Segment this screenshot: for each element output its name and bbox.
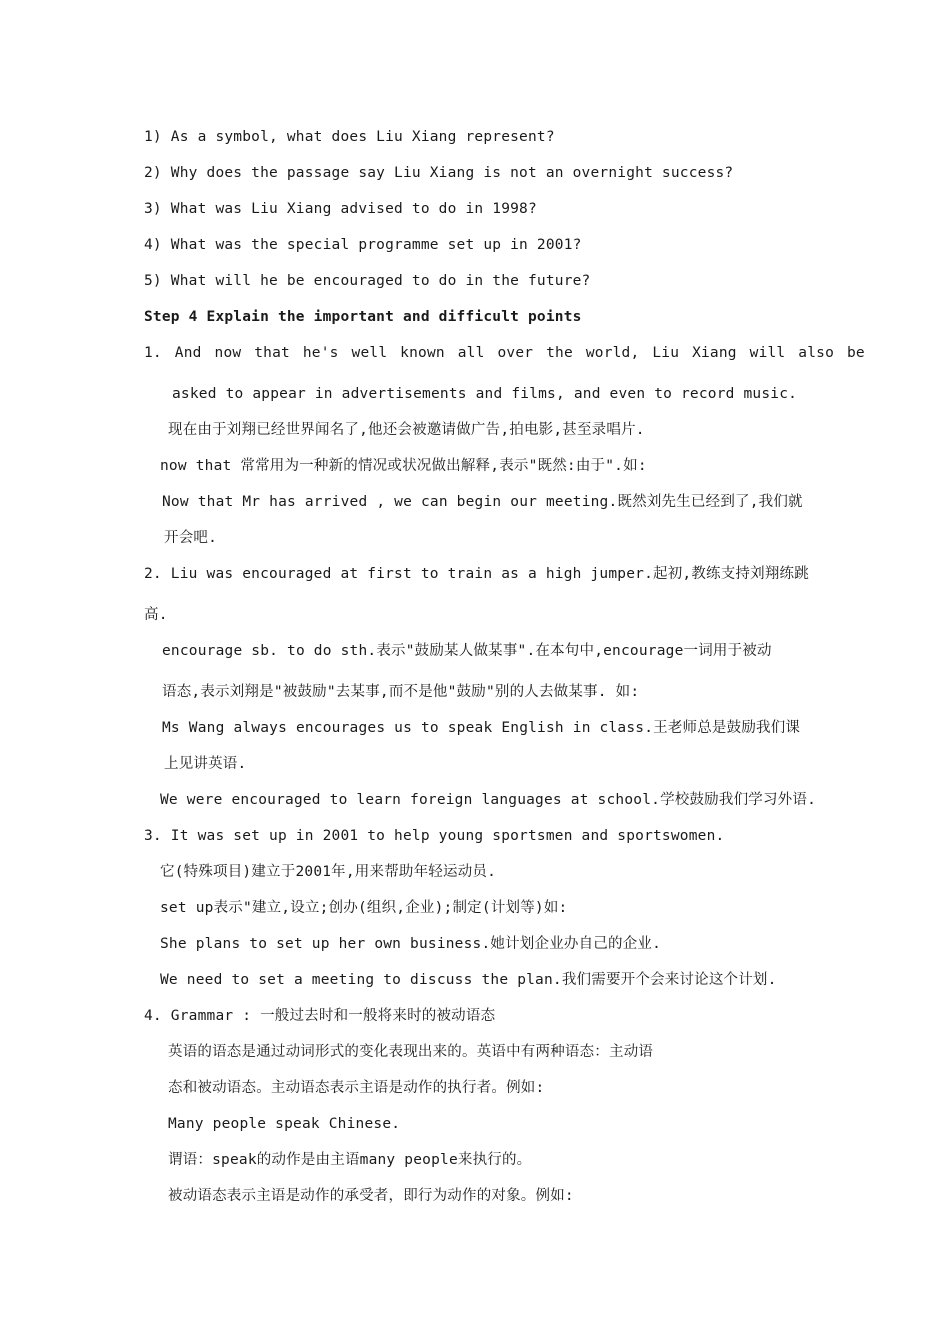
step-heading: Step 4 Explain the important and difficult points [144,309,582,325]
point4-note: 谓语：speak的动作是由主语many people来执行的。 [168,1152,532,1168]
point4-line1: 4. Grammar : 一般过去时和一般将来时的被动语态 [144,1008,496,1024]
point4-paragraph2: 态和被动语态。主动语态表示主语是动作的执行者。例如: [168,1080,545,1096]
point3-translation: 它(特殊项目)建立于2001年,用来帮助年轻运动员. [160,864,497,880]
point4-paragraph1: 英语的语态是通过动词形式的变化表现出来的。英语中有两种语态：主动语 [168,1044,654,1060]
point3-line1: 3. It was set up in 2001 to help young sportsmen and sportswomen. [144,828,725,844]
point3-example2: We need to set a meeting to discuss the plan.我们需要开个会来讨论这个计划. [160,972,777,988]
point1-line1: 1. And now that he's well known all over the world, Liu Xiang will also be [144,345,865,361]
point2-line1: 2. Liu was encouraged at first to train as a high jumper.起初,教练支持刘翔练跳 [144,566,809,582]
point4-paragraph3: 被动语态表示主语是动作的承受者，即行为动作的对象。例如: [168,1188,574,1204]
point1-line2: asked to appear in advertisements and films, and even to record music. [172,386,798,402]
point2-line1-cont: 高. [144,607,168,623]
point2-note2: 语态,表示刘翔是"被鼓励"去某事,而不是他"鼓励"别的人去做某事. 如: [162,684,640,700]
question-4: 4) What was the special programme set up in 2001? [144,237,582,253]
point2-example2: We were encouraged to learn foreign languages at school.学校鼓励我们学习外语. [160,792,816,808]
point1-example1-cont: 开会吧. [164,530,218,546]
point1-translation: 现在由于刘翔已经世界闻名了,他还会被邀请做广告,拍电影,甚至录唱片. [168,422,645,438]
point2-example1: Ms Wang always encourages us to speak English in class.王老师总是鼓励我们课 [162,720,801,736]
question-1: 1) As a symbol, what does Liu Xiang represent? [144,129,555,145]
point2-example1-cont: 上见讲英语. [164,756,247,772]
point1-example1: Now that Mr has arrived , we can begin our meeting.既然刘先生已经到了,我们就 [162,494,803,510]
question-3: 3) What was Liu Xiang advised to do in 1998? [144,201,537,217]
question-5: 5) What will he be encouraged to do in the future? [144,273,591,289]
point1-note: now that 常常用为一种新的情况或状况做出解释,表示"既然:由于".如: [160,458,647,474]
point3-example1: She plans to set up her own business.她计划企业办自己的企业. [160,936,662,952]
point4-example: Many people speak Chinese. [168,1116,401,1132]
point3-note: set up表示"建立,设立;创办(组织,企业);制定(计划等)如: [160,900,568,916]
question-2: 2) Why does the passage say Liu Xiang is not an overnight success? [144,165,734,181]
point2-note1: encourage sb. to do sth.表示"鼓励某人做某事".在本句中,encourage一词用于被动 [162,643,772,659]
